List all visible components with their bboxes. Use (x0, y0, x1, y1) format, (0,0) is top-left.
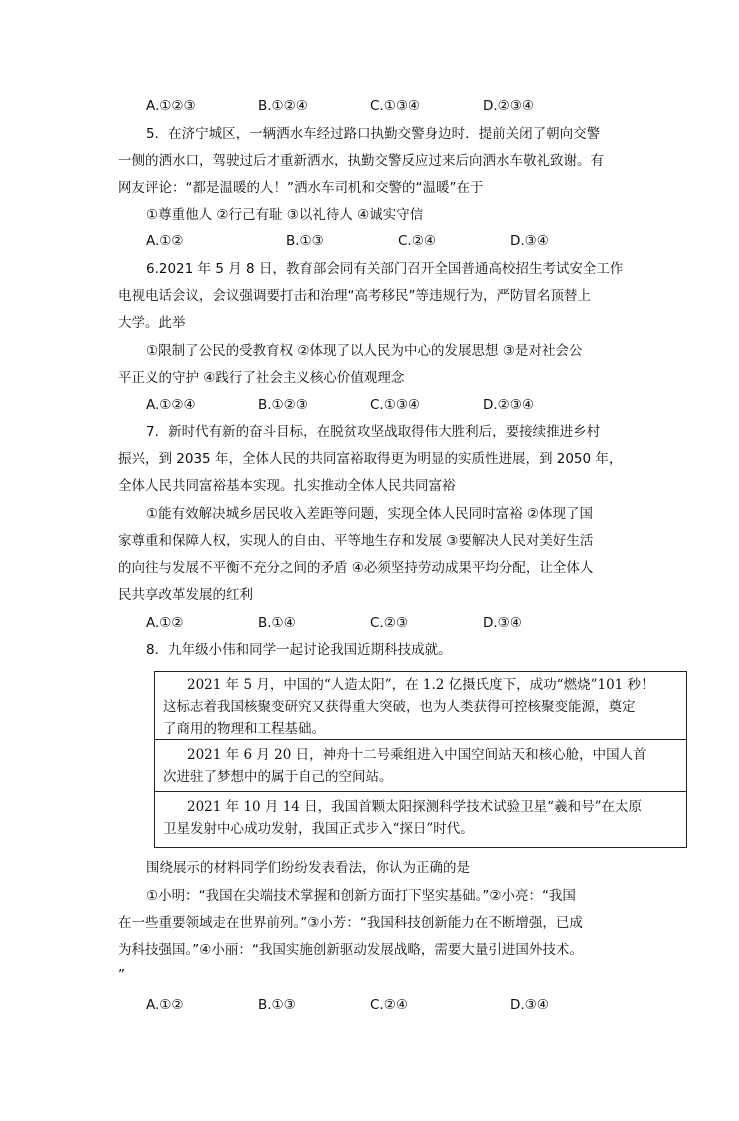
q4-option-a: A.①②③ (146, 98, 196, 114)
material-line: 了商用的物理和工程基础。 (163, 721, 325, 737)
material-item (155, 672, 686, 740)
q8-stem: 8．九年级小伟和同学一起讨论我国近期科技成就。 (146, 642, 452, 658)
q7-stem-line: 振兴，到 2035 年，全体人民的共同富裕取得更为明显的实质性进展，到 2050 年， (118, 451, 623, 467)
q6-option-a: A.①②④ (146, 397, 196, 413)
q5-option-c: C.②④ (398, 233, 436, 249)
q4-option-c: C.①③④ (370, 98, 421, 114)
q5-option-d: D.③④ (510, 233, 549, 249)
q8-choices-line: 为科技强国。”④小丽：“我国实施创新驱动发展战略，需要大量引进国外技术。 (118, 942, 583, 958)
q7-option-d: D.③④ (483, 615, 522, 631)
material-line: 次进驻了梦想中的属于自己的空间站。 (163, 769, 393, 785)
material-line: 2021 年 5 月，中国的“人造太阳”，在 1.2 亿摄氏度下，成功“燃烧”101 秒！ (187, 677, 655, 693)
q8-choices-line: ” (118, 967, 125, 983)
q7-choices-line: ①能有效解决城乡居民收入差距等问题，实现全体人民同时富裕 ②体现了国 (146, 506, 593, 522)
q7-stem-line: 全体人民共同富裕基本实现。扎实推动全体人民共同富裕 (118, 478, 456, 494)
q6-option-d: D.②③④ (483, 397, 534, 413)
q5-choices-line: ①尊重他人 ②行己有耻 ③以礼待人 ④诚实守信 (146, 207, 424, 223)
q5-option-a: A.①② (146, 233, 184, 249)
material-item (155, 740, 686, 792)
q6-stem-line: 6.2021 年 5 月 8 日，教育部会同有关部门召开全国普通高校招生考试安全工作 (146, 261, 624, 277)
q7-option-b: B.①④ (258, 615, 296, 631)
q8-choices-line: ①小明：“我国在尖端技术掌握和创新方面打下坚实基础。”②小亮：“我国 (146, 888, 576, 904)
q6-choices-line: ①限制了公民的受教育权 ②体现了以人民为中心的发展思想 ③是对社会公 (146, 343, 583, 359)
q8-option-b: B.①③ (258, 997, 296, 1013)
material-line: 2021 年 6 月 20 日，神舟十二号乘组进入中国空间站天和核心舱，中国人首 (187, 747, 647, 763)
q8-option-d: D.③④ (510, 997, 549, 1013)
material-item (155, 792, 686, 847)
q8-choices-line: 在一些重要领域走在世界前列。”③小芳：“我国科技创新能力在不断增强，已成 (118, 915, 583, 931)
q7-option-a: A.①② (146, 615, 184, 631)
q7-option-c: C.②③ (370, 615, 408, 631)
q7-choices-line: 家尊重和保障人权，实现人的自由、平等地生存和发展 ③要解决人民对美好生活 (118, 533, 594, 549)
q5-stem-line: 网友评论：“都是温暖的人！”洒水车司机和交警的“温暖”在于 (118, 180, 484, 196)
q8-question: 围绕展示的材料同学们纷纷发表看法，你认为正确的是 (146, 860, 470, 876)
material-box (154, 671, 687, 848)
material-line: 卫星发射中心成功发射，我国正式步入“探日”时代。 (163, 821, 474, 837)
q6-stem-line: 电视电话会议，会议强调要打击和治理“高考移民”等违规行为，严防冒名顶替上 (118, 288, 591, 304)
q6-option-c: C.①③④ (370, 397, 421, 413)
material-line: 2021 年 10 月 14 日，我国首颗太阳探测科学技术试验卫星“羲和号”在太原 (187, 799, 642, 815)
material-line: 这标志着我国核聚变研究又获得重大突破，也为人类获得可控核聚变能源，奠定 (163, 699, 636, 715)
q8-option-c: C.②④ (370, 997, 408, 1013)
q7-choices-line: 民共享改革发展的红利 (118, 587, 253, 603)
q6-choices-line: 平正义的守护 ④践行了社会主义核心价值观理念 (118, 370, 405, 386)
q5-stem-line: 5．在济宁城区，一辆洒水车经过路口执勤交警身边时．提前关闭了朝向交警 (146, 126, 601, 142)
q4-option-d: D.②③④ (483, 98, 534, 114)
q5-option-b: B.①③ (286, 233, 324, 249)
q4-option-b: B.①②④ (258, 98, 308, 114)
q6-option-b: B.①②③ (258, 397, 308, 413)
q5-stem-line: 一侧的洒水口，驾驶过后才重新洒水，执勤交警反应过来后向洒水车敬礼致谢。有 (118, 153, 604, 169)
q7-choices-line: 的向往与发展不平衡不充分之间的矛盾 ④必须坚持劳动成果平均分配，让全体人 (118, 560, 594, 576)
q8-option-a: A.①② (146, 997, 184, 1013)
q6-stem-line: 大学。此举 (118, 315, 186, 331)
q7-stem-line: 7．新时代有新的奋斗目标，在脱贫攻坚战取得伟大胜利后，要接续推进乡村 (146, 424, 601, 440)
